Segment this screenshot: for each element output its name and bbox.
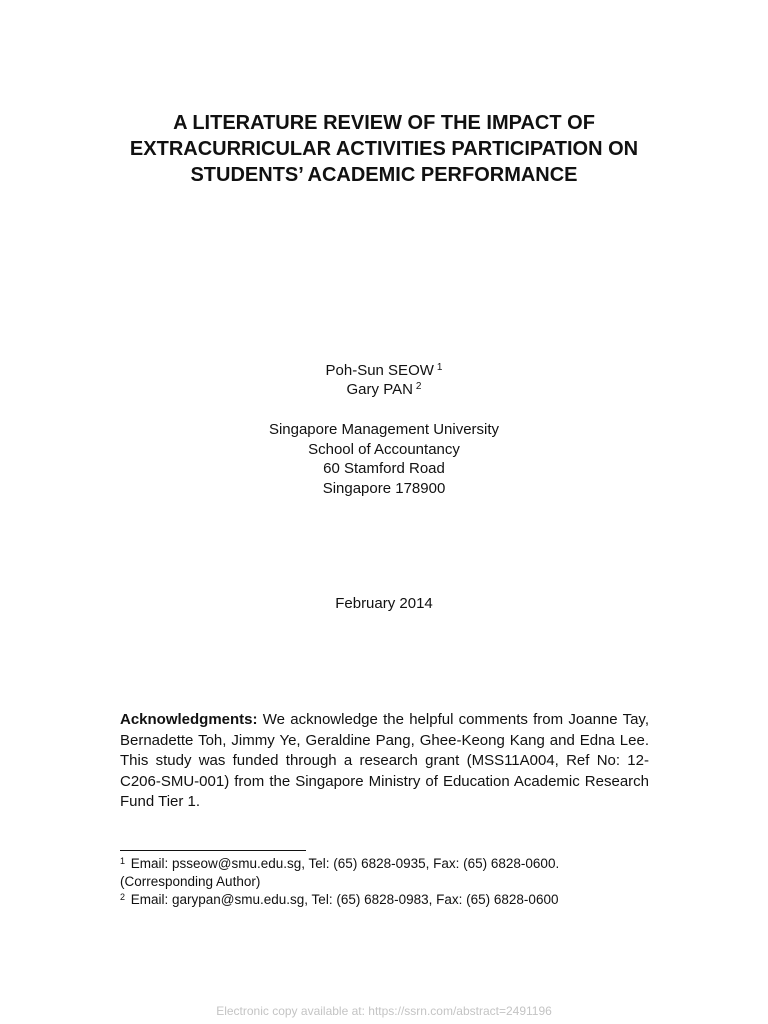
footnote-1 <box>120 855 680 873</box>
title-line: A LITERATURE REVIEW OF THE IMPACT OF <box>173 112 595 134</box>
footnote-mark: 1 <box>436 362 443 373</box>
title-line: STUDENTS’ ACADEMIC PERFORMANCE <box>190 164 578 186</box>
footnote-text: (Corresponding Author) <box>120 874 261 889</box>
acknowledgments-label: Acknowledgments: <box>120 711 258 728</box>
affiliation-street: 60 Stamford Road <box>323 460 445 477</box>
footnote-2 <box>120 891 680 909</box>
author-pan <box>0 380 768 399</box>
affiliation-block <box>0 420 768 498</box>
author-name: Poh-Sun SEOW <box>325 362 434 379</box>
footnote-text: Email: psseow@smu.edu.sg, Tel: (65) 6828-0935, Fax: (65) 6828-0600. <box>127 856 560 871</box>
publication-date: February 2014 <box>335 595 433 612</box>
affiliation-university: Singapore Management University <box>268 421 500 438</box>
author-name: Gary PAN <box>346 381 413 398</box>
paper-title <box>90 110 678 188</box>
footnotes <box>120 855 680 909</box>
footnote-mark: 2 <box>415 381 422 392</box>
footnote-text: Email: garypan@smu.edu.sg, Tel: (65) 6828-0983, Fax: (65) 6828-0600 <box>127 892 559 907</box>
footnote-1-continued <box>120 873 680 891</box>
author-list <box>0 361 768 399</box>
acknowledgments-text: We acknowledge the helpful comments from Joanne Tay, Bernadette Toh, Jimmy Ye, Geraldine Pang, Ghee-Keong Kang and Edna Lee. This study was funded through a research grant (MSS11A004, Ref No: 12-C206-SMU-001) from the Singapore Ministry of Education Academic Research Fund Tier 1. <box>120 711 649 810</box>
acknowledgments-paragraph <box>120 710 649 813</box>
footnote-mark: 2 <box>120 892 126 902</box>
footnote-divider <box>120 850 306 851</box>
affiliation-city: Singapore 178900 <box>322 479 446 497</box>
affiliation-school: School of Accountancy <box>308 440 460 458</box>
author-seow <box>0 361 768 380</box>
title-line: EXTRACURRICULAR ACTIVITIES PARTICIPATION ON <box>129 138 639 160</box>
footnote-mark: 1 <box>120 856 126 866</box>
ssrn-notice: Electronic copy available at: https://ssrn.com/abstract=2491196 <box>216 1004 552 1018</box>
